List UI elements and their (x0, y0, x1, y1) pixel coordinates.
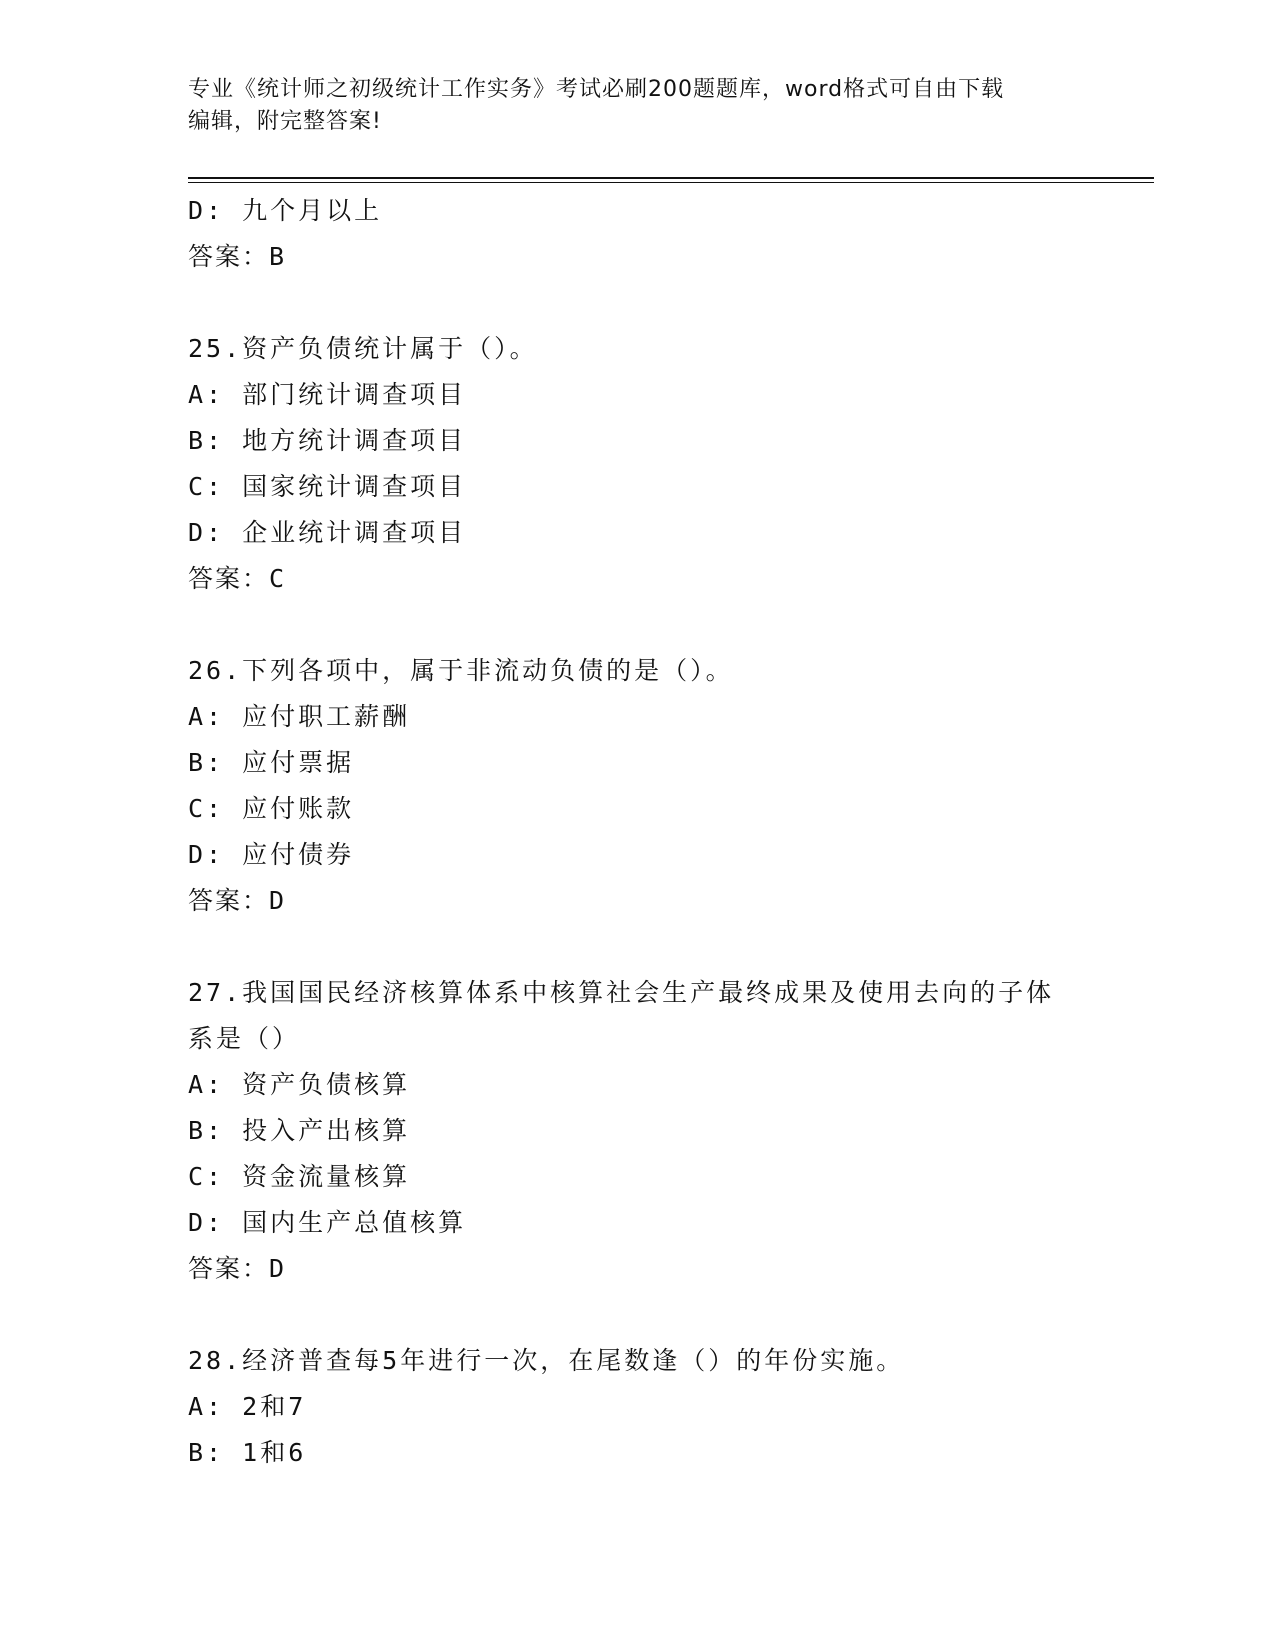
question-stem-line-1: 27.我国国民经济核算体系中核算社会生产最终成果及使用去向的子体 (188, 978, 1055, 1007)
question-stem: 26.下列各项中，属于非流动负债的是（）。 (188, 656, 734, 685)
question-stem-line-2: 系是（） (188, 1024, 301, 1053)
answer-label: 答案： (188, 242, 270, 271)
option-d: D: 应付债券 (188, 840, 355, 869)
option-d: D: 企业统计调查项目 (188, 518, 467, 547)
header-line-2: 编辑，附完整答案! (188, 109, 382, 134)
option-c: C: 国家统计调查项目 (188, 472, 467, 501)
answer-value: B (269, 242, 287, 271)
option-a: A: 应付职工薪酬 (188, 702, 411, 731)
option-b: B: 投入产出核算 (188, 1116, 411, 1145)
answer-label: 答案： (188, 1254, 270, 1283)
question-stem: 25.资产负债统计属于（）。 (188, 334, 538, 363)
option-a: A: 资产负债核算 (188, 1070, 411, 1099)
document-header (188, 74, 1088, 138)
answer-line (188, 1246, 1088, 1292)
option-b: B: 地方统计调查项目 (188, 426, 467, 455)
option-c: C: 应付账款 (188, 794, 355, 823)
option-a: A: 部门统计调查项目 (188, 380, 467, 409)
answer-line (188, 878, 1088, 924)
question-spacer (188, 602, 1088, 648)
option-a: A: 2和7 (188, 1392, 307, 1421)
answer-label: 答案： (188, 564, 270, 593)
header-divider-thin (188, 182, 1154, 183)
answer-value: D (269, 1254, 287, 1283)
question-list (188, 188, 1088, 1476)
header-divider (188, 177, 1154, 179)
question-spacer (188, 280, 1088, 326)
answer-line (188, 556, 1088, 602)
question-stem: 28.经济普查每5年进行一次，在尾数逢（）的年份实施。 (188, 1346, 905, 1375)
option-b: B: 应付票据 (188, 748, 355, 777)
option-c: C: 资金流量核算 (188, 1162, 411, 1191)
answer-label: 答案： (188, 886, 270, 915)
option-d: D: 国内生产总值核算 (188, 1208, 467, 1237)
answer-line (188, 234, 1088, 280)
answer-value: C (269, 564, 287, 593)
answer-value: D (269, 886, 287, 915)
option-b: B: 1和6 (188, 1438, 307, 1467)
question-spacer (188, 924, 1088, 970)
question-spacer (188, 1292, 1088, 1338)
header-line-1: 专业《统计师之初级统计工作实务》考试必刷200题题库，word格式可自由下载 (188, 77, 1005, 102)
option-d: D: 九个月以上 (188, 196, 383, 225)
